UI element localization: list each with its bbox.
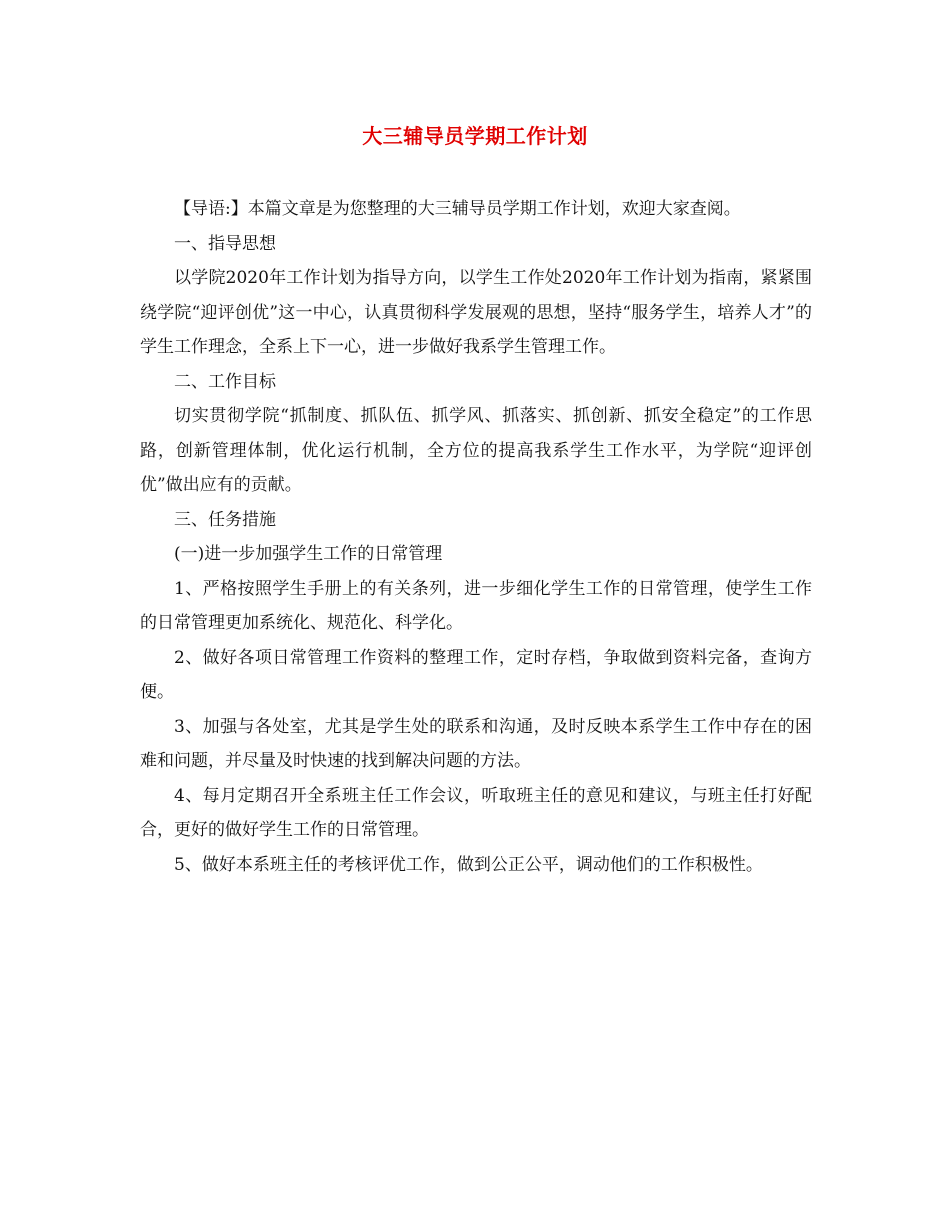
list-item: 1、严格按照学生手册上的有关条列，进一步细化学生工作的日常管理，使学生工作的日常管理更加系统化、规范化、科学化。: [140, 578, 812, 633]
list-item: 3、加强与各处室，尤其是学生处的联系和沟通，及时反映本系学生工作中存在的困难和问题，并尽量及时快速的找到解决问题的方法。: [140, 716, 812, 771]
section-heading: 三、任务措施: [174, 509, 276, 530]
list-item: 2、做好各项日常管理工作资料的整理工作，定时存档，争取做到资料完备，查询方便。: [140, 647, 812, 702]
document-title: 大三辅导员学期工作计划: [362, 124, 588, 148]
paragraph: 切实贯彻学院“抓制度、抓队伍、抓学风、抓落实、抓创新、抓安全稳定”的工作思路，创新管理体制，优化运行机制，全方位的提高我系学生工作水平，为学院“迎评创优”做出应有的贡献。: [140, 406, 812, 495]
intro-paragraph: 【导语:】本篇文章是为您整理的大三辅导员学期工作计划，欢迎大家查阅。: [174, 199, 741, 219]
subsection-heading: (一)进一步加强学生工作的日常管理: [174, 544, 443, 564]
document-body: [140, 192, 812, 882]
section-heading: 二、工作目标: [174, 371, 276, 392]
list-item: 4、每月定期召开全系班主任工作会议，听取班主任的意见和建议，与班主任打好配合，更好的做好学生工作的日常管理。: [140, 785, 812, 840]
section-heading: 一、指导思想: [174, 233, 276, 254]
list-item: 5、做好本系班主任的考核评优工作，做到公正公平，调动他们的工作积极性。: [174, 854, 763, 875]
paragraph: 以学院2020年工作计划为指导方向，以学生工作处2020年工作计划为指南，紧紧围绕学院“迎评创优”这一中心，认真贯彻科学发展观的思想，坚持“服务学生，培养人才”的学生工作理念，全系上下一心，进一步做好我系学生管理工作。: [140, 268, 812, 357]
